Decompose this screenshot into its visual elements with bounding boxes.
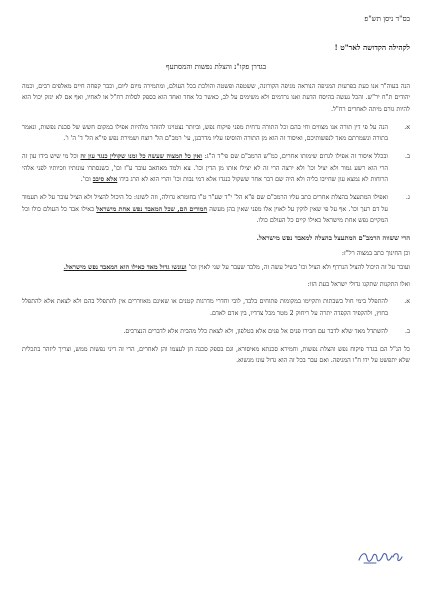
item-emphasis: חמורים הם, שכל המאבד נפש אחת מישראל (96, 205, 208, 213)
rules-intro: ואלו התקנות שתקנו גדולי ישראל בעת הזו: (307, 281, 410, 289)
source-line: וכן החינוך כתב במצוה רל"ז: (341, 250, 410, 258)
list-item (22, 122, 410, 145)
quote-text: ועובר על זה היכול להציל הנרדף ולא הציל וכו' בשיל עשה זה, מלבד שעבר על שני לאוין וכו' (188, 264, 410, 272)
rule-item (22, 296, 410, 319)
item-number: א. (404, 123, 410, 131)
list-item (22, 151, 410, 185)
quote-block (22, 262, 410, 273)
handwritten-signature (356, 548, 404, 566)
list-item (22, 192, 410, 226)
item-text-continued: וכל מי שיש בידו עון זה הרי הוא רשע גמור ולא יציל וכו' ולא ירצה הרי זה לא יצילו אותו מן הדין וכו'. צא ולמד מאחאב עובד ע"ז וכו', כשנסתרו עונותיו וזכיותיו לפני אלהי הרוחות לא נמצא עון שחייבו כליה ולא היה שם דבר אחר ששקול כנגדו אלא דמי נבות וכו' והרי הוא לא הרג בידו (22, 153, 388, 184)
item-number: ג. (405, 194, 410, 202)
summary-line: הרי ששווה הרמב"ם המתעצל בהצלה למאבד נפש מישראל. (256, 234, 410, 243)
letter-addressee: לקהילה הקדושה לאר"ט ! (334, 43, 410, 52)
item-number: ב. (404, 153, 410, 161)
item-text: ובכלל איסור זה אפילו לגרום שימותו אחרים, כמ"ש הרמב"ם שם פי"ד ה"ג: (204, 153, 388, 161)
intro-paragraph: הנה בעוה"ר אנו כעת בפרעות המגיפה הנוראה מגיפה הקורונה, ששטפה ופשטה והולכת בכל העולם, ומתמירה מיום ליום, וכבר קפחה חיים מאלפים רבים, וכמה יהודים ת"ח יר"ש. והכל נעשה בהיסח הדעת ואנו נרדמים ולא משימים על לב, כאשר כל אחד ואחד הוא בספק לסלות רח"ל או לאחיו, ואף אם לא ינזק יכול הוא להיות גורם מיתה לאחרים רח"ל. (22, 83, 410, 113)
rule-number: א. (404, 298, 410, 306)
item-text-end: וכו'. (80, 176, 91, 184)
item-text: ואפילו המתעצל בהצלת אחרים כתב עליו הרמב"ם שם פ"א הל' י"ד שע"ר ט"ו בחומרא גדולה, וזה לשונו: כל היכול להציל ולא הציל עובר על לא תעמוד על דם רעך וכו'. אף על פי שאין לוקין על לאוין אלו מפני שאין בהן מעשה (22, 194, 388, 213)
item-text-continued: כאילו אבד כל העולם כולו וכל המקיים נפש אחת מישראל כאילו קיים כל העולם כולו. (22, 205, 388, 224)
rule-item (22, 326, 410, 337)
item-emphasis: ואין כל המצוה שעשה כל זמנו שקולין כנגד עון זה (80, 153, 203, 161)
item-text: הנה על פי דין תורה אנו מצווים וחי בהם וכל התורה נדחית מפני פיקוח נפש, וביותר נצטוינו להזהר מלהיות אפילו במקום חשש של סכנת נפשות, ונאמר בתורה ונשמרתם מאד לנפשותיכם, ואיסור זה הוא מן התורה והוסיפו עליו מדרבנן, עי' רמב"ם הל' רוצח ושמירת נפש פי"א הל' ד' ה' ו'. (22, 123, 388, 143)
letter-date: בס"ד ניסן תש"פ (364, 14, 410, 23)
rule-number: ב. (404, 327, 410, 335)
rule-text: להתפלל בימי חול בשבתות ותקיימו במקומות פתוחים בלבד, לובי וחדרי מדרגות קטנים או שאינם מאווררים אין להתפלל בהם ולא לצאת אלא להתפלל בחוץ, ולהקפיד הקפדה יתרה על ריחוק 2 מטר מכל צדדיו, בין אדם לאדם. (22, 298, 388, 317)
rule-text: להשתדל מאד שלא לדבר עם חבירו פנים אל פנים אלא בטלפון, ולא לצאת כלל מהבית אלא לדברים הנצרכים. (123, 327, 388, 335)
closing-paragraph: כל הנ"ל הם בגדר פיקוח נפש והצלת נפשות, וחמירא סכנתא מאיסורא, וגם בספק סכנה חן לעצמו והן לאחרים, הרי זה דיני נפשות ממש, וצריך ליזהר בתכלית שלא יתפשט על ידו ח"ו המגיפה. ואם עבר בכל זה הוא גדול עונו מנשוא. (22, 346, 410, 365)
quote-emphasis: ועונשו גדול מאד כאילו הוא המאבד נפש מישראל. (63, 264, 187, 272)
item-emphasis-2: אלא סיבב (92, 176, 118, 184)
letter-subject: בגדרן פקו"נ והצלת נפשות והמסתעף (165, 62, 267, 71)
